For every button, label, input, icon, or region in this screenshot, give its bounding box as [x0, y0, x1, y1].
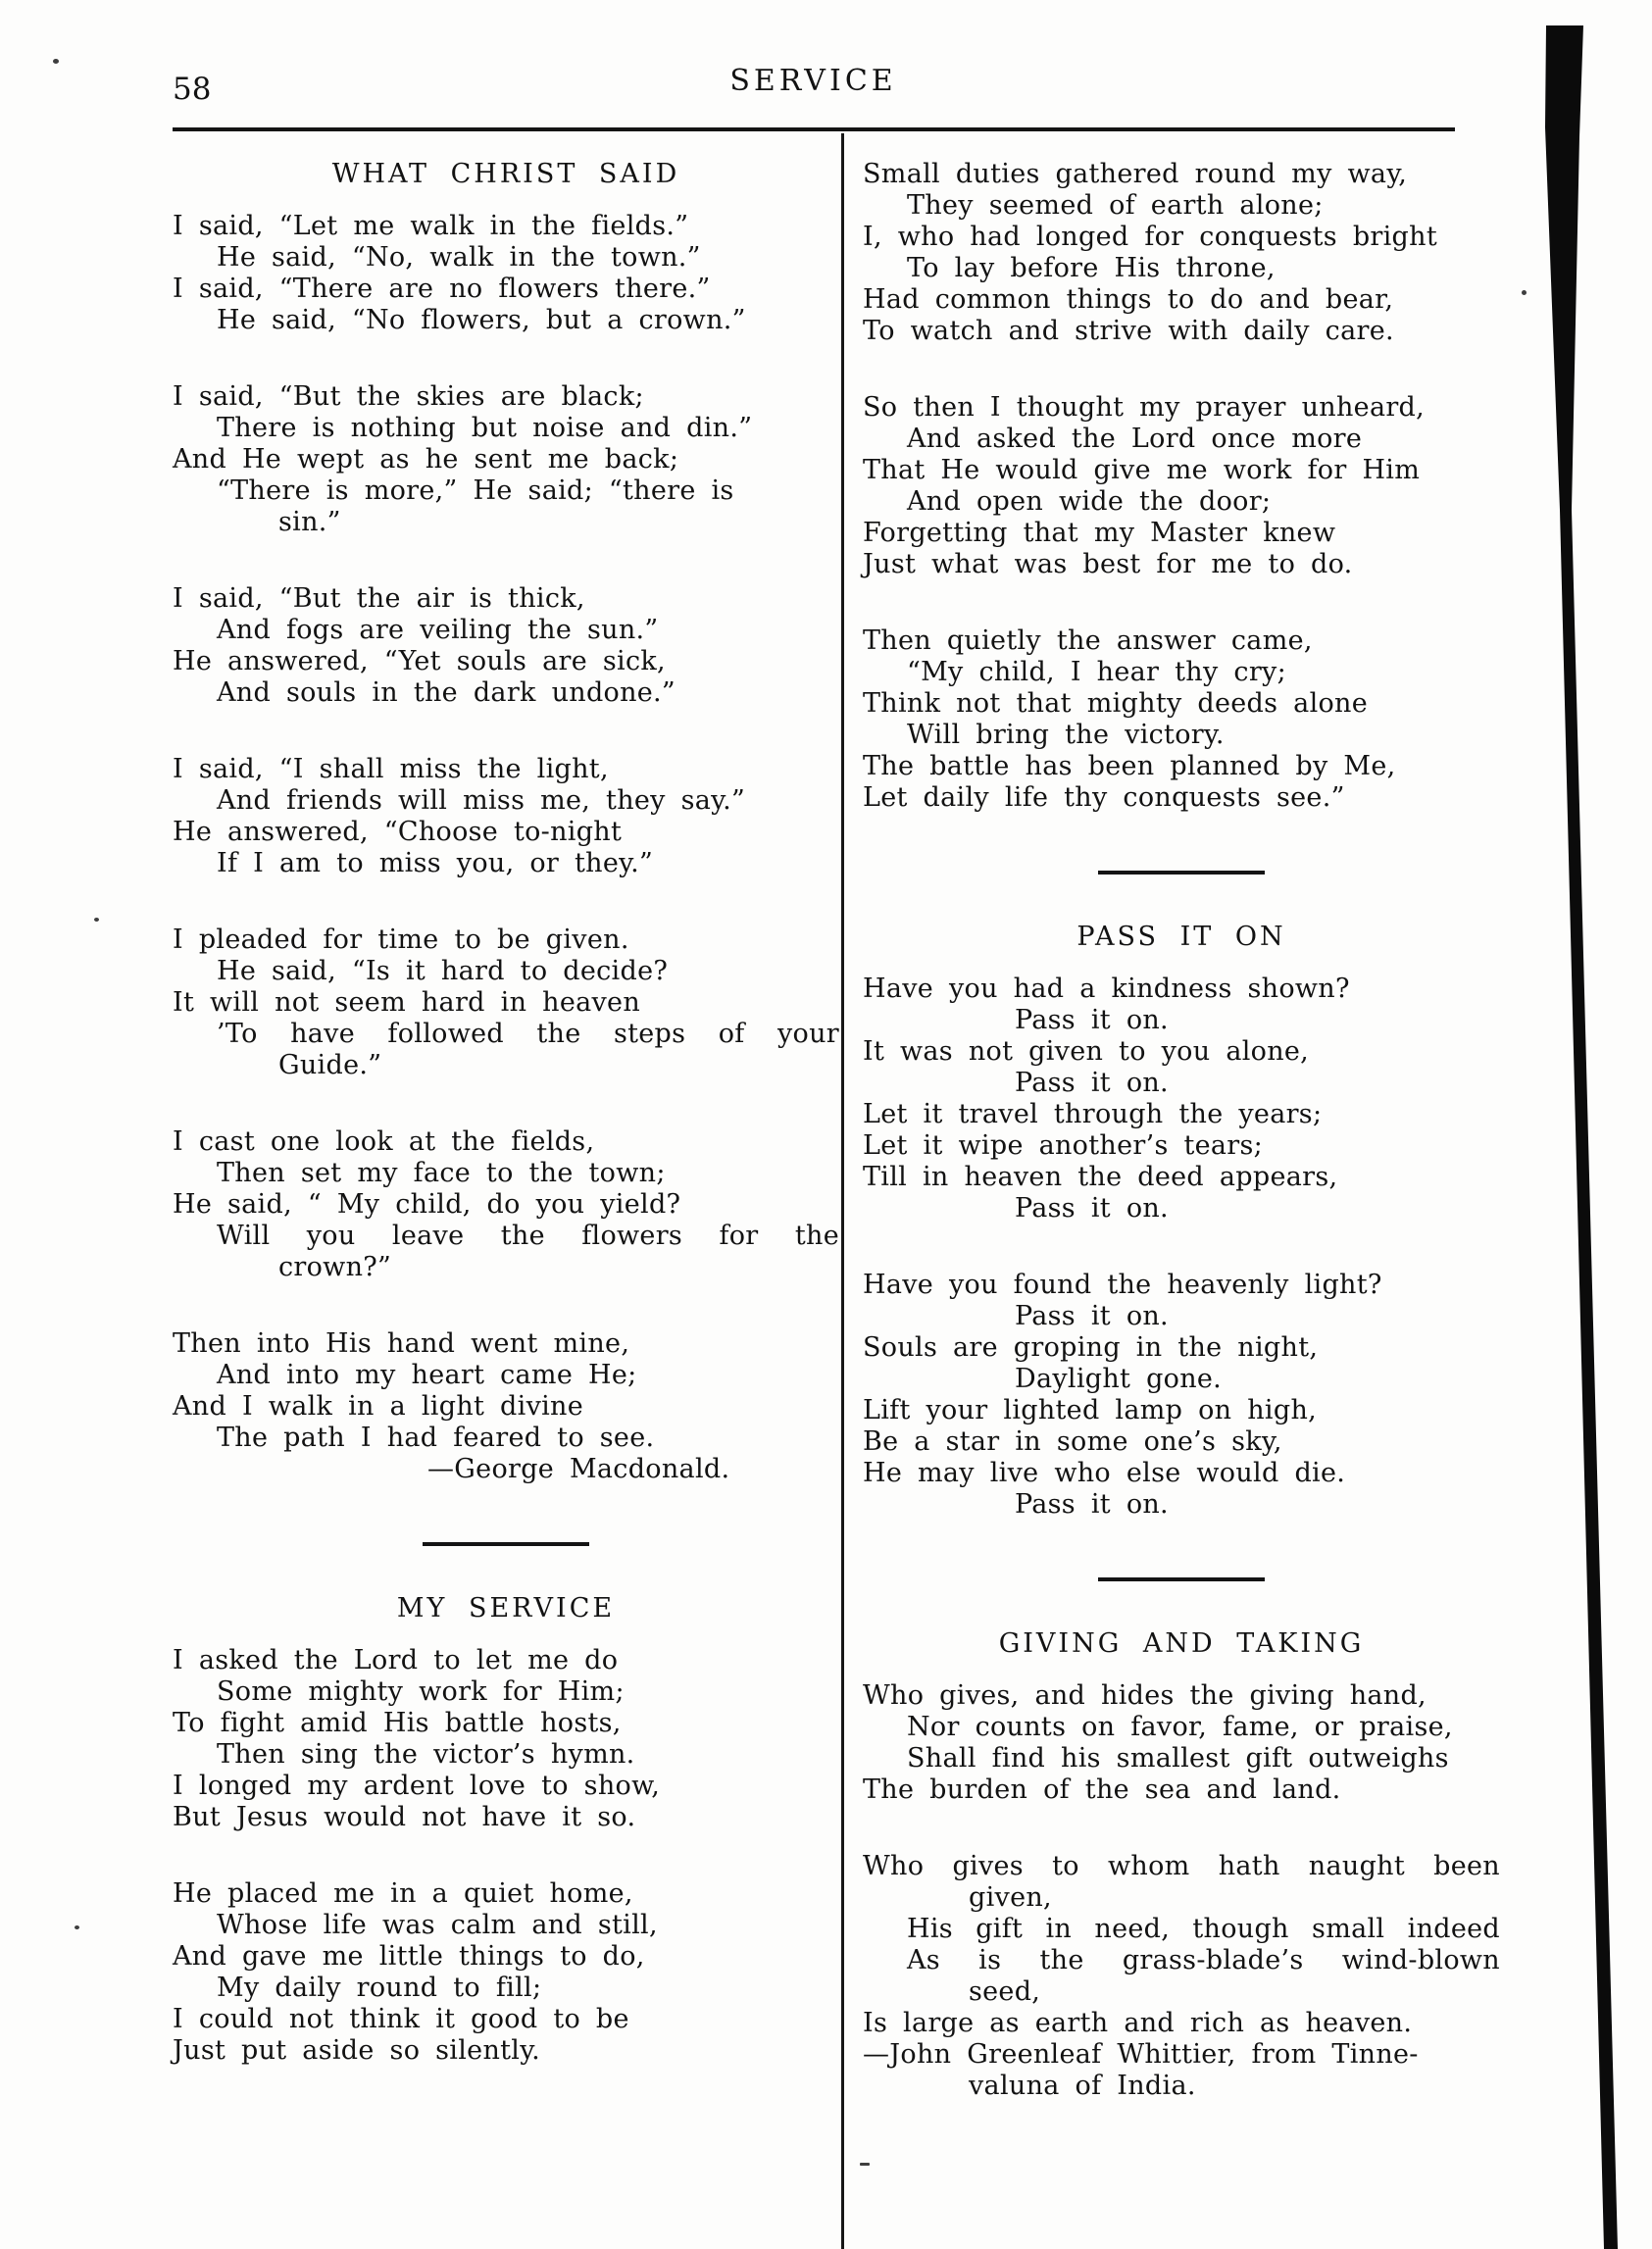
poem-line: And asked the Lord once more — [907, 424, 1363, 454]
poem-line: Have you had a kindness shown? — [863, 974, 1350, 1004]
poem-line: I cast one look at the fields, — [173, 1126, 595, 1157]
page-number: 58 — [173, 72, 212, 107]
poem-line: Who gives to whom hath naught been — [863, 1851, 1500, 1881]
poem-line: And He wept as he sent me back; — [173, 444, 679, 475]
poem-line: To lay before His throne, — [907, 253, 1276, 283]
poem-line: To fight amid His battle hosts, — [173, 1708, 622, 1738]
poem-line: He answered, “Choose to-night — [173, 817, 623, 847]
poem-line: He said, “Is it hard to decide? — [217, 956, 669, 986]
poem-line: Daylight gone. — [1015, 1364, 1223, 1394]
poem-line: Pass it on. — [1015, 1193, 1169, 1224]
poem-line: Pass it on. — [1015, 1068, 1169, 1098]
poem-title: GIVING AND TAKING — [998, 1628, 1365, 1659]
poem-line: The burden of the sea and land. — [863, 1774, 1341, 1805]
poem-line: If I am to miss you, or they.” — [217, 848, 654, 878]
scan-artifact — [860, 2163, 870, 2166]
poem-line: valuna of India. — [969, 2071, 1196, 2101]
poem-line: Have you found the heavenly light? — [863, 1270, 1382, 1300]
poem-line: Whose life was calm and still, — [217, 1910, 658, 1940]
poem-line: Be a star in some one’s sky, — [863, 1426, 1282, 1457]
poem-line: Just put aside so silently. — [173, 2035, 541, 2066]
poem-line: Souls are groping in the night, — [863, 1332, 1319, 1363]
poem-line: Will you leave the flowers for the — [217, 1221, 839, 1251]
poem-line: I said, “But the air is thick, — [173, 583, 585, 614]
poem-line: Let it wipe another’s tears; — [863, 1130, 1264, 1161]
poem-line: Till in heaven the deed appears, — [863, 1162, 1338, 1192]
poem-line: He said, “ My child, do you yield? — [173, 1189, 681, 1220]
poem-line: Nor counts on favor, fame, or praise, — [907, 1712, 1453, 1742]
poem-line: As is the grass-blade’s wind-blown — [907, 1945, 1500, 1975]
poem-title: WHAT CHRIST SAID — [331, 159, 680, 189]
poem-line: I said, “Let me walk in the fields.” — [173, 211, 689, 241]
poem-line: Some mighty work for Him; — [217, 1676, 625, 1707]
poem-line: ’To have followed the steps of your — [217, 1019, 839, 1049]
poem-line: I said, “I shall miss the light, — [173, 754, 609, 784]
poem-line: And I walk in a light divine — [173, 1391, 584, 1422]
poem-line: And souls in the dark undone.” — [217, 677, 676, 708]
poem-line: I could not think it good to be — [173, 2004, 629, 2034]
poem-line: There is nothing but noise and din.” — [217, 413, 753, 443]
poem-line: Small duties gathered round my way, — [863, 159, 1408, 189]
poem-line: Shall find his smallest gift outweighs — [907, 1743, 1449, 1774]
scan-artifact — [75, 1925, 79, 1929]
poem-line: seed, — [969, 1976, 1041, 2007]
poem-line: I said, “But the skies are black; — [173, 381, 644, 412]
poem-line: Is large as earth and rich as heaven. — [863, 2008, 1413, 2038]
scan-artifact — [53, 59, 59, 64]
poem-line: Lift your lighted lamp on high, — [863, 1395, 1318, 1425]
poem-line: And friends will miss me, they say.” — [217, 785, 746, 816]
poem-line: “My child, I hear thy cry; — [907, 657, 1286, 687]
poem-line: And into my heart came He; — [217, 1360, 637, 1390]
poem-line: Then sing the victor’s hymn. — [217, 1739, 635, 1770]
poem-line: Then quietly the answer came, — [863, 625, 1313, 656]
poem-line: Had common things to do and bear, — [863, 284, 1394, 315]
poem-line: Then into His hand went mine, — [173, 1328, 630, 1359]
poem-line: Just what was best for me to do. — [863, 549, 1353, 579]
poem-line: It was not given to you alone, — [863, 1036, 1310, 1067]
poem-line: So then I thought my prayer unheard, — [863, 392, 1426, 423]
poem-line: The battle has been planned by Me, — [863, 751, 1396, 781]
poem-line: That He would give me work for Him — [863, 455, 1421, 485]
poem-title: MY SERVICE — [396, 1593, 616, 1624]
poem-line: I said, “There are no flowers there.” — [173, 274, 711, 304]
poem-line: It will not seem hard in heaven — [173, 987, 641, 1018]
poem-line: His gift in need, though small indeed — [907, 1914, 1500, 1944]
poem-line: He answered, “Yet souls are sick, — [173, 646, 666, 676]
poem-line: I pleaded for time to be given. — [173, 925, 629, 955]
poem-line: Will bring the victory. — [907, 720, 1225, 750]
poem-line: “There is more,” He said; “there is — [217, 475, 734, 506]
poem-line: They seemed of earth alone; — [907, 190, 1324, 221]
poem-line: I longed my ardent love to show, — [173, 1771, 661, 1801]
poem-line: But Jesus would not have it so. — [173, 1802, 636, 1832]
poem-line: crown?” — [278, 1252, 392, 1282]
poem-line: Think not that mighty deeds alone — [863, 688, 1369, 719]
poem-line: I asked the Lord to let me do — [173, 1645, 619, 1675]
poem-line: He placed me in a quiet home, — [173, 1878, 633, 1909]
poem-line: Pass it on. — [1015, 1005, 1169, 1035]
poem-line: And open wide the door; — [907, 486, 1272, 517]
poem-line: I, who had longed for conquests bright — [863, 222, 1437, 252]
poem-line: He said, “No, walk in the town.” — [217, 242, 701, 273]
poem-line: And gave me little things to do, — [173, 1941, 645, 1972]
poem-line: sin.” — [278, 507, 341, 537]
poem-line: Let daily life thy conquests see.” — [863, 782, 1345, 813]
poem-line: Pass it on. — [1015, 1301, 1169, 1331]
poem-title: PASS IT ON — [1076, 922, 1286, 952]
poem-line: Then set my face to the town; — [217, 1158, 666, 1188]
poem-line: Pass it on. — [1015, 1489, 1169, 1520]
poem-line: He may live who else would die. — [863, 1458, 1346, 1488]
poem-line: given, — [969, 1882, 1052, 1913]
poem-line: Forgetting that my Master knew — [863, 518, 1336, 548]
poem-line: To watch and strive with daily care. — [863, 316, 1394, 346]
poem-line: The path I had feared to see. — [217, 1423, 655, 1453]
poem-line: Guide.” — [278, 1050, 382, 1080]
poem-line: —John Greenleaf Whittier, from Tinne- — [863, 2039, 1419, 2070]
poem-line: My daily round to fill; — [217, 1973, 542, 2003]
poem-line: —George Macdonald. — [427, 1454, 730, 1484]
scan-artifact — [94, 918, 99, 922]
running-header-title: SERVICE — [729, 64, 897, 98]
poem-line: Who gives, and hides the giving hand, — [863, 1680, 1427, 1711]
poem-line: And fogs are veiling the sun.” — [217, 615, 659, 645]
poem-line: Let it travel through the years; — [863, 1099, 1323, 1129]
poem-line: He said, “No flowers, but a crown.” — [217, 305, 746, 335]
scan-artifact — [1522, 290, 1527, 295]
